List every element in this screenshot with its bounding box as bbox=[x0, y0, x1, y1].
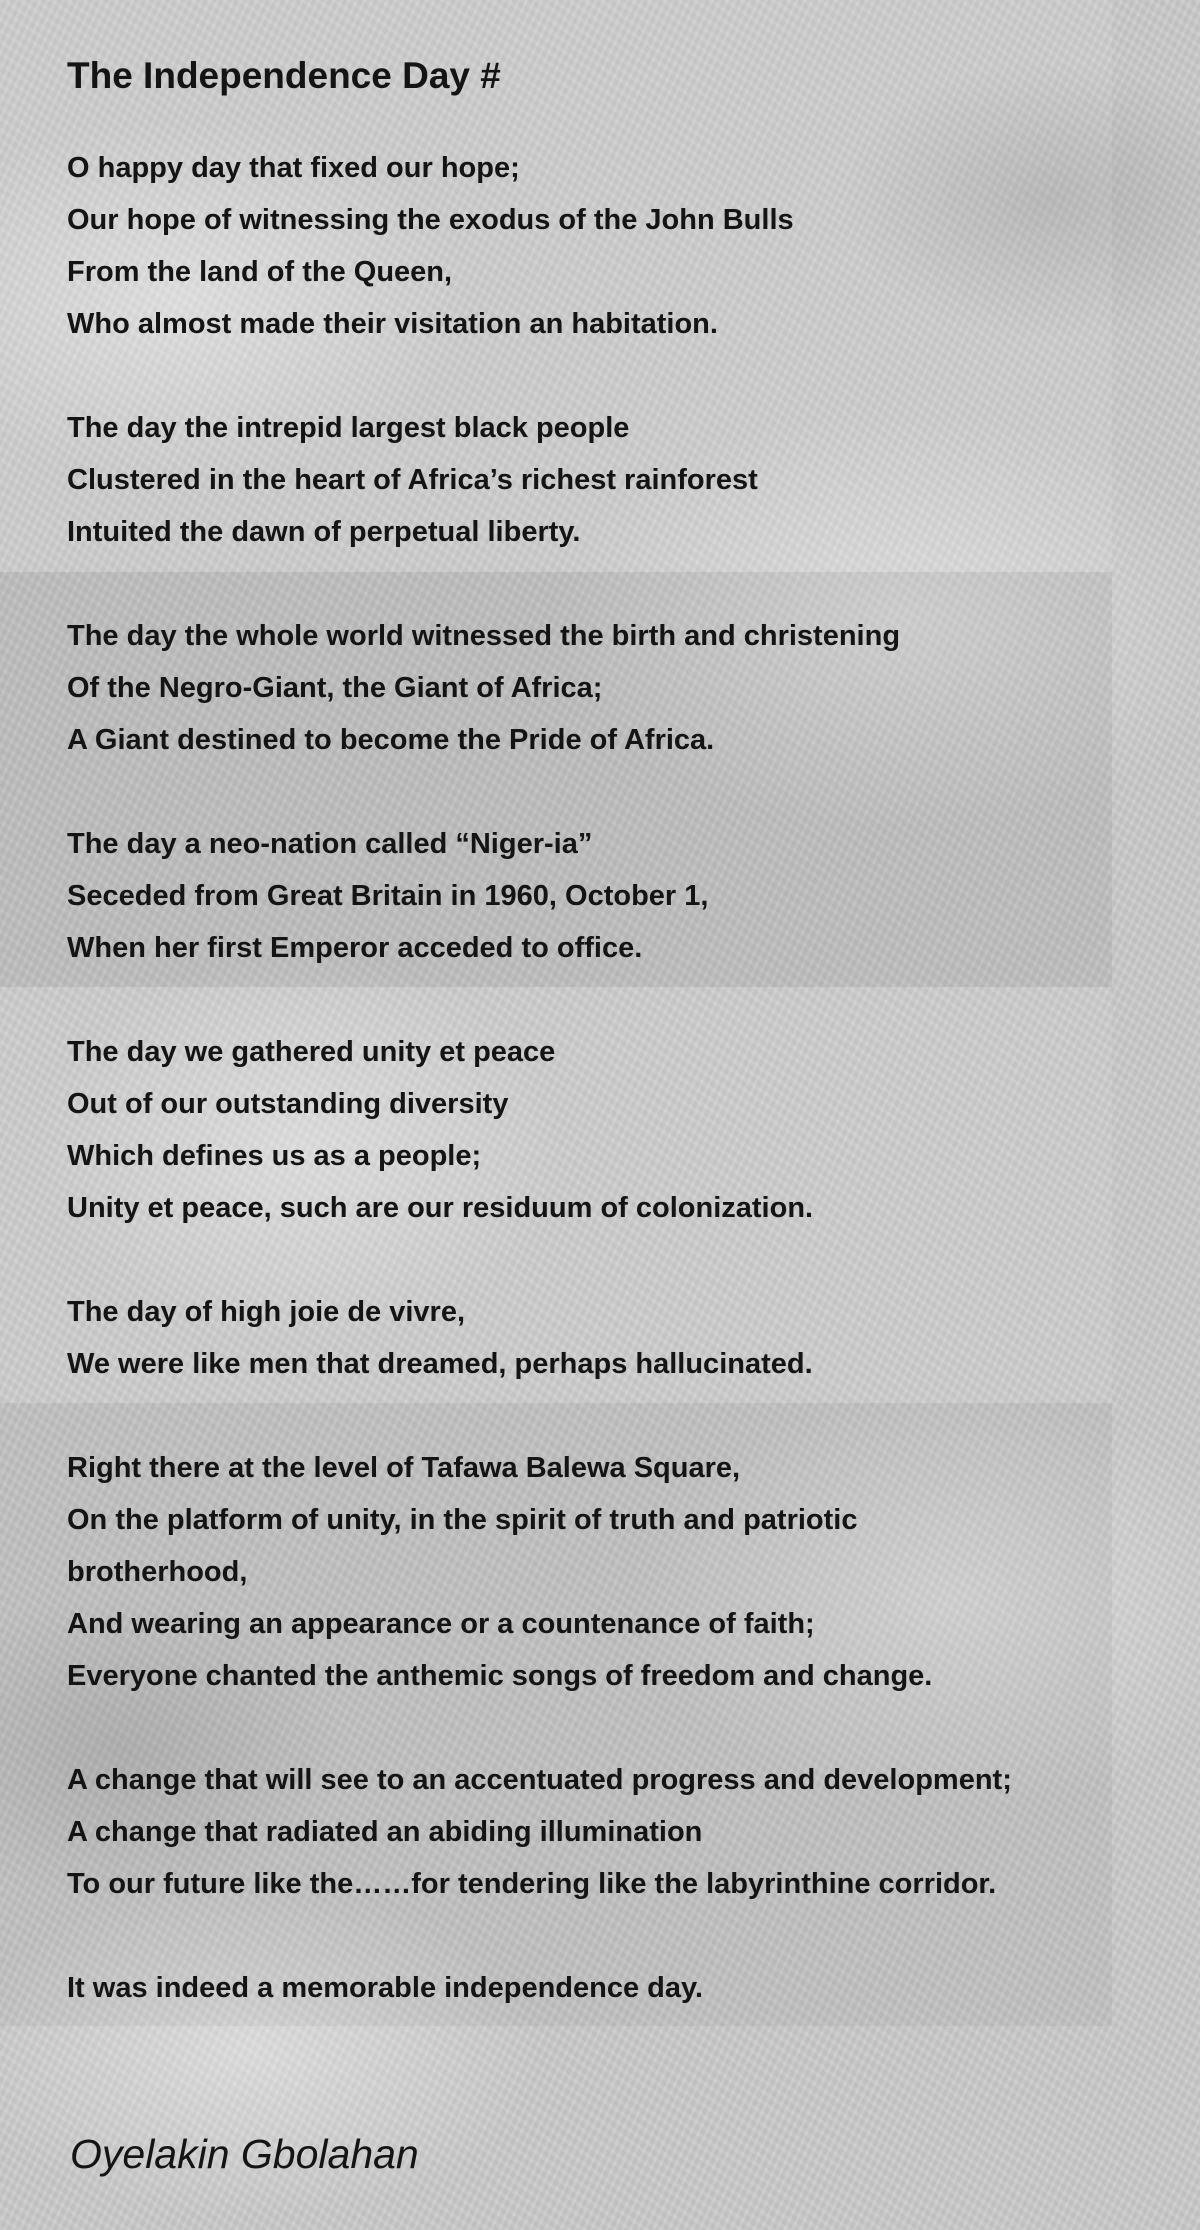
poem-line: To our future like the……for tendering like the labyrinthine corridor. bbox=[67, 1868, 997, 1900]
poem-line: From the land of the Queen, bbox=[67, 256, 453, 288]
poem-line: Right there at the level of Tafawa Balewa Square, bbox=[67, 1452, 741, 1484]
poem-line: Who almost made their visitation an habitation. bbox=[67, 308, 718, 340]
poem-line: Unity et peace, such are our residuum of colonization. bbox=[67, 1192, 814, 1224]
poem-author: Oyelakin Gbolahan bbox=[70, 2131, 419, 2177]
poem-line: Seceded from Great Britain in 1960, October 1, bbox=[67, 880, 709, 912]
stanza-1 bbox=[67, 142, 1127, 350]
poem-line: The day a neo-nation called “Niger-ia” bbox=[67, 828, 593, 860]
poem-line: On the platform of unity, in the spirit of truth and patriotic bbox=[67, 1504, 858, 1536]
poem-line: It was indeed a memorable independence day. bbox=[67, 1972, 704, 2004]
poem-line: Everyone chanted the anthemic songs of freedom and change. bbox=[67, 1660, 933, 1692]
poem-line: The day we gathered unity et peace bbox=[67, 1036, 556, 1068]
poem-line: brotherhood, bbox=[67, 1556, 248, 1588]
poem-line: O happy day that fixed our hope; bbox=[67, 152, 520, 184]
poem-line: The day the whole world witnessed the birth and christening bbox=[67, 620, 901, 652]
poem-line: Our hope of witnessing the exodus of the John Bulls bbox=[67, 204, 794, 236]
poem-line: A Giant destined to become the Pride of Africa. bbox=[67, 724, 715, 756]
stanza-8 bbox=[67, 1754, 1127, 1910]
poem-line: Of the Negro-Giant, the Giant of Africa; bbox=[67, 672, 603, 704]
poem-line: A change that will see to an accentuated progress and development; bbox=[67, 1764, 1012, 1796]
poem-line: The day of high joie de vivre, bbox=[67, 1296, 466, 1328]
stanza-2 bbox=[67, 402, 1127, 558]
poem-line: Out of our outstanding diversity bbox=[67, 1088, 509, 1120]
poem-line: A change that radiated an abiding illumination bbox=[67, 1816, 703, 1848]
stanza-4 bbox=[67, 818, 1127, 974]
poem-line: Clustered in the heart of Africa’s richest rainforest bbox=[67, 464, 758, 496]
stanza-9 bbox=[67, 1962, 1127, 2014]
stanza-3 bbox=[67, 610, 1127, 766]
poem-line: We were like men that dreamed, perhaps hallucinated. bbox=[67, 1348, 813, 1380]
stanza-7 bbox=[67, 1442, 1127, 1702]
stanza-5 bbox=[67, 1026, 1127, 1234]
poem-container bbox=[67, 48, 1127, 2066]
poem-line: The day the intrepid largest black people bbox=[67, 412, 630, 444]
poem-line: And wearing an appearance or a countenance of faith; bbox=[67, 1608, 815, 1640]
stanza-6 bbox=[67, 1286, 1127, 1390]
poem-title: The Independence Day # bbox=[67, 55, 501, 96]
poem-line: When her first Emperor acceded to office. bbox=[67, 932, 643, 964]
poem-line: Intuited the dawn of perpetual liberty. bbox=[67, 516, 581, 548]
poem-line: Which defines us as a people; bbox=[67, 1140, 482, 1172]
